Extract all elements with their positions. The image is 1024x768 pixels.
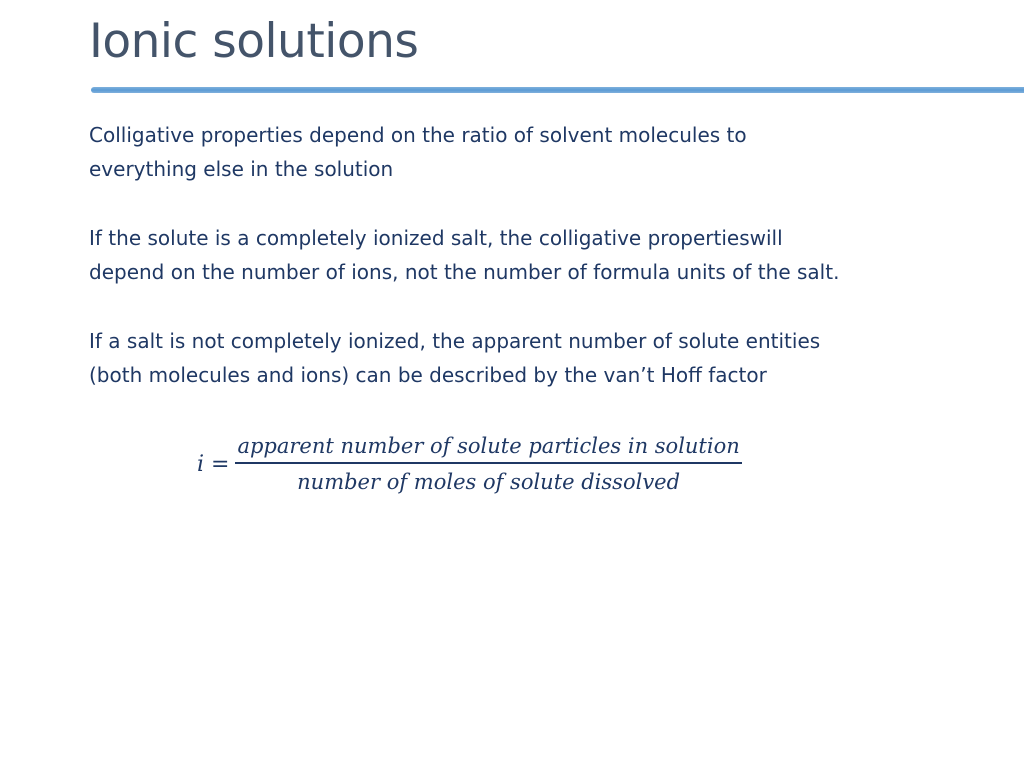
formula-lhs: i = [197,451,230,477]
paragraph-colligative: Colligative properties depend on the ratio of solvent molecules to everything else in the solution [89,123,747,181]
formula-numerator: apparent number of solute particles in solution [237,434,740,458]
paragraph-vant-hoff: If a salt is not completely ionized, the apparent number of solute entities (both molecules and ions) can be described by the van’t Hoff factor [89,329,821,387]
paragraph-ionized-salt: If the solute is a completely ionized salt, the colligative propertieswill depend on the number of ions, not the number of formula units of the salt. [89,226,840,284]
formula-denominator: number of moles of solute dissolved [297,470,681,494]
vant-hoff-formula [197,424,742,504]
title-underline [91,87,1024,93]
slide-body [89,118,989,427]
slide-title: Ionic solutions [89,14,419,69]
formula-fraction [235,434,741,494]
